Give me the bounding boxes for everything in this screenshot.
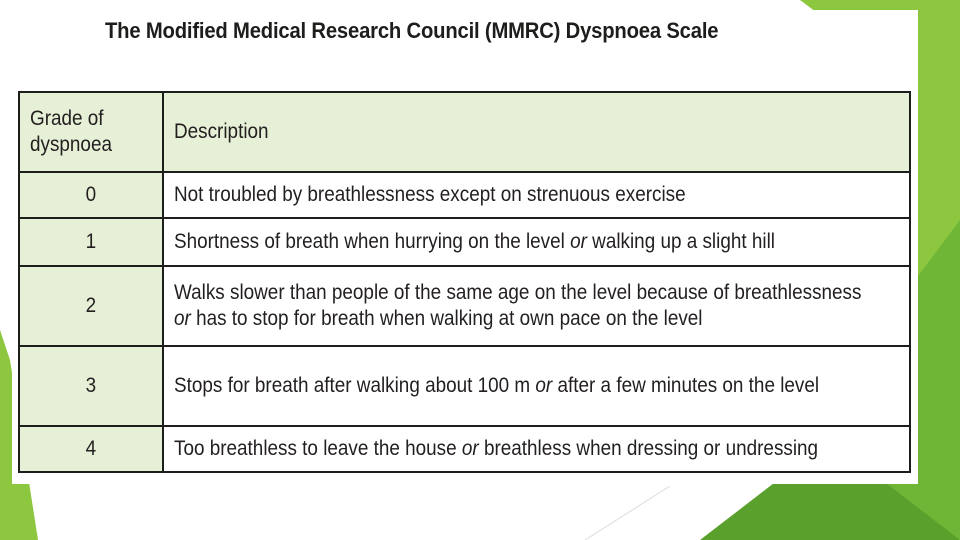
description-fragment: Shortness of breath when hurrying on the level [174,229,571,253]
header-grade-label: Grade of dyspnoea [30,106,112,156]
header-grade [19,92,163,172]
slide-title: The Modified Medical Research Council (MMRC) Dyspnoea Scale [105,18,719,43]
table-body [19,172,910,472]
table-row [19,218,910,266]
grade-cell [19,266,163,346]
table-header-row [19,92,910,172]
description-fragment: Not troubled by breathlessness except on strenuous exercise [174,182,686,206]
grade-cell [19,218,163,266]
description-cell [163,346,910,426]
description-fragment: Stops for breath after walking about 100 m [174,373,536,397]
description-cell [163,426,910,472]
description-cell [163,172,910,218]
table-row [19,266,910,346]
description-fragment: breathless when dressing or undressing [478,436,819,460]
description-fragment: after a few minutes on the level [552,373,820,397]
emphasis-or: or [174,307,191,330]
mmrc-table [18,91,911,473]
description-text [174,182,686,208]
grade-value: 3 [85,373,97,397]
grade-value: 0 [85,182,97,206]
grade-value: 1 [85,229,97,253]
thin-line-decoration [585,486,670,540]
emphasis-or: or [535,373,553,397]
table-row [19,172,910,218]
description-fragment: walking up a slight hill [586,229,775,253]
header-description-label: Description [174,119,269,143]
emphasis-or: or [461,436,479,460]
description-text [174,280,861,333]
description-text [174,229,775,255]
description-cell [163,218,910,266]
description-cell [163,266,910,346]
grade-value: 2 [85,293,97,317]
grade-cell [19,346,163,426]
grade-cell [19,426,163,472]
description-fragment: Too breathless to leave the house [174,436,462,460]
grade-cell [19,172,163,218]
table-row [19,346,910,426]
emphasis-or: or [570,229,587,253]
description-fragment: has to stop for breath when walking at own pace on the level [190,307,703,330]
description-text [174,436,818,462]
description-fragment: Walks slower than people of the same age on the level because of breathlessness [174,280,862,304]
description-text [174,373,819,399]
table-row [19,426,910,472]
header-description [163,92,910,172]
grade-value: 4 [85,436,97,460]
